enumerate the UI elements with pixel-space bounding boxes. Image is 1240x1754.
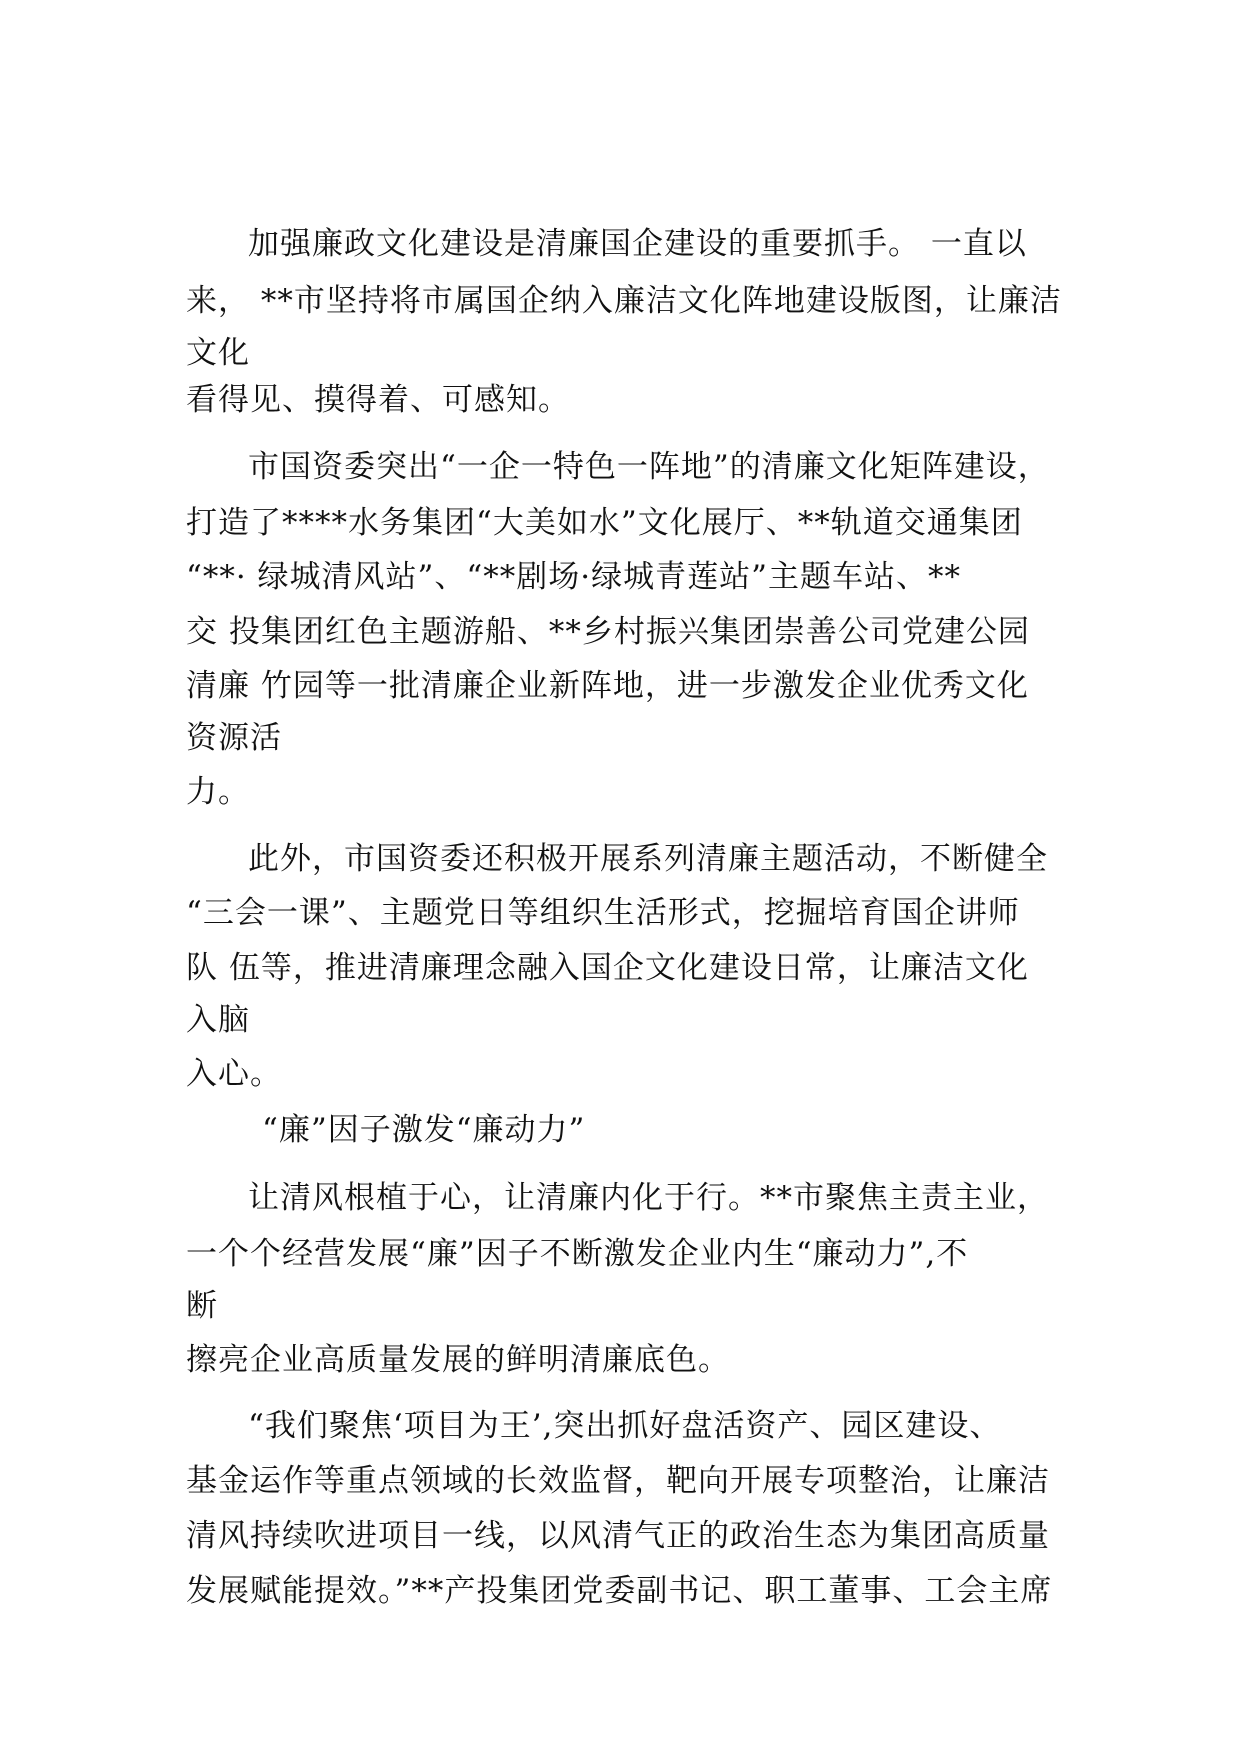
paragraph-3-line-4: 入脑 — [186, 1002, 250, 1038]
paragraph-1-line-1: 加强廉政文化建设是清廉国企建设的重要抓手。 一直以 — [248, 226, 1027, 262]
paragraph-3-line-1: 此外，市国资委还积极开展系列清廉主题活动，不断健全 — [248, 841, 1048, 877]
paragraph-3-line-2: “三会一课”、主题党日等组织生活形式，挖掘培育国企讲师 — [186, 895, 1020, 931]
paragraph-1-line-2: 来， **市坚持将市属国企纳入廉洁文化阵地建设版图，让廉洁 — [186, 283, 1062, 319]
paragraph-6-line-2: 基金运作等重点领域的长效监督，靶向开展专项整治，让廉洁 — [186, 1463, 1050, 1499]
paragraph-2-line-6: 资源活 — [186, 720, 282, 756]
paragraph-2-line-2: 打造了****水务集团“大美如水”文化展厅、**轨道交通集团 — [186, 505, 1023, 541]
paragraph-3-line-5: 入心。 — [186, 1056, 282, 1092]
paragraph-5-line-3: 断 — [186, 1288, 218, 1324]
paragraph-6-line-4: 发展赋能提效。”**产投集团党委副书记、职工董事、工会主席 — [186, 1573, 1053, 1609]
paragraph-6-line-3: 清风持续吹进项目一线，以风清气正的政治生态为集团高质量 — [186, 1518, 1050, 1554]
paragraph-2-line-5: 清廉 竹园等一批清廉企业新阵地，进一步激发企业优秀文化 — [186, 668, 1029, 704]
paragraph-1-line-4: 看得见、摸得着、可感知。 — [186, 382, 570, 418]
paragraph-5-line-1: 让清风根植于心，让清廉内化于行。**市聚焦主责主业， — [248, 1180, 1049, 1216]
paragraph-6-line-1: “我们聚焦‘项目为王’,突出抓好盘活资产、园区建设、 — [248, 1408, 1002, 1444]
paragraph-1-line-3: 文化 — [186, 335, 250, 371]
paragraph-5-line-4: 擦亮企业高质量发展的鲜明清廉底色。 — [186, 1342, 730, 1378]
paragraph-2-line-1: 市国资委突出“一企一特色一阵地”的清廉文化矩阵建设， — [248, 449, 1050, 485]
paragraph-3-line-3: 队 伍等，推进清廉理念融入国企文化建设日常，让廉洁文化 — [186, 950, 1029, 986]
paragraph-2-line-7: 力。 — [186, 774, 250, 810]
paragraph-2-line-4: 交 投集团红色主题游船、**乡村振兴集团崇善公司党建公园 — [186, 614, 1030, 650]
paragraph-5-line-2: 一个个经营发展“廉”因子不断激发企业内生“廉动力”,不 — [186, 1236, 969, 1272]
paragraph-2-line-3: “**· 绿城清风站”、“**剧场·绿城青莲站”主题车站、** — [186, 559, 961, 595]
section-subheading: “廉”因子激发“廉动力” — [262, 1112, 586, 1148]
